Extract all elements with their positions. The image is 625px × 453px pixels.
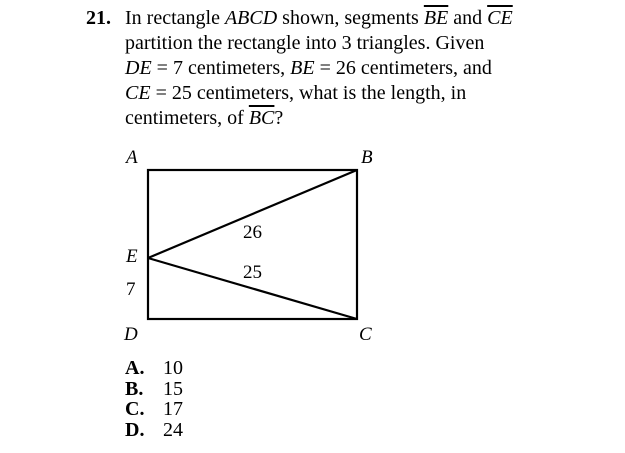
choice-letter: B. <box>125 377 144 400</box>
segment-bc: $\overline{BC}$ <box>248 107 275 129</box>
var-be: BE <box>290 57 315 79</box>
var-ce: CE <box>125 82 151 104</box>
segment-be: $\overline{BE}$ <box>423 7 449 29</box>
segment-ce: $\overline{CE}$ <box>487 7 513 29</box>
stem-line-3: DE = 7 centimeters, BE = 26 centimeters, and <box>125 57 492 79</box>
vertex-label-c: C <box>359 324 372 345</box>
choice-b[interactable] <box>125 379 183 400</box>
stem-line-5: centimeters, of $\overline{BC}$? <box>125 107 284 129</box>
vertex-label-e: E <box>126 246 138 267</box>
vertex-label-d: D <box>124 324 138 345</box>
choice-letter: D. <box>125 418 145 441</box>
stem-line-2: partition the rectangle into 3 triangles. Given <box>125 32 485 54</box>
vertex-label-b: B <box>361 147 373 168</box>
answer-choices <box>125 358 183 440</box>
length-label-be: 26 <box>243 222 262 243</box>
choice-letter: A. <box>125 357 145 379</box>
figure-lines <box>148 170 357 319</box>
choice-value: 17 <box>163 398 183 420</box>
length-label-de: 7 <box>126 279 136 300</box>
length-label-ce: 25 <box>243 262 262 283</box>
question-number: 21. <box>86 7 111 29</box>
var-de: DE <box>125 57 152 79</box>
choice-value: 10 <box>163 357 183 379</box>
choice-value: 24 <box>163 418 183 441</box>
choice-d[interactable] <box>125 420 183 441</box>
choice-a[interactable] <box>125 358 183 379</box>
choice-letter: C. <box>125 398 145 420</box>
vertex-label-a: A <box>126 147 138 168</box>
choice-c[interactable] <box>125 399 183 420</box>
stem-line-1: In rectangle ABCD shown, segments $\overline{BE}$ and $\overline{CE}$ <box>125 7 513 29</box>
rectangle-name: ABCD <box>224 7 278 29</box>
stem-line-4: CE = 25 centimeters, what is the length, in <box>125 82 467 104</box>
choice-value: 15 <box>163 377 183 400</box>
segment-be-line <box>148 170 357 258</box>
